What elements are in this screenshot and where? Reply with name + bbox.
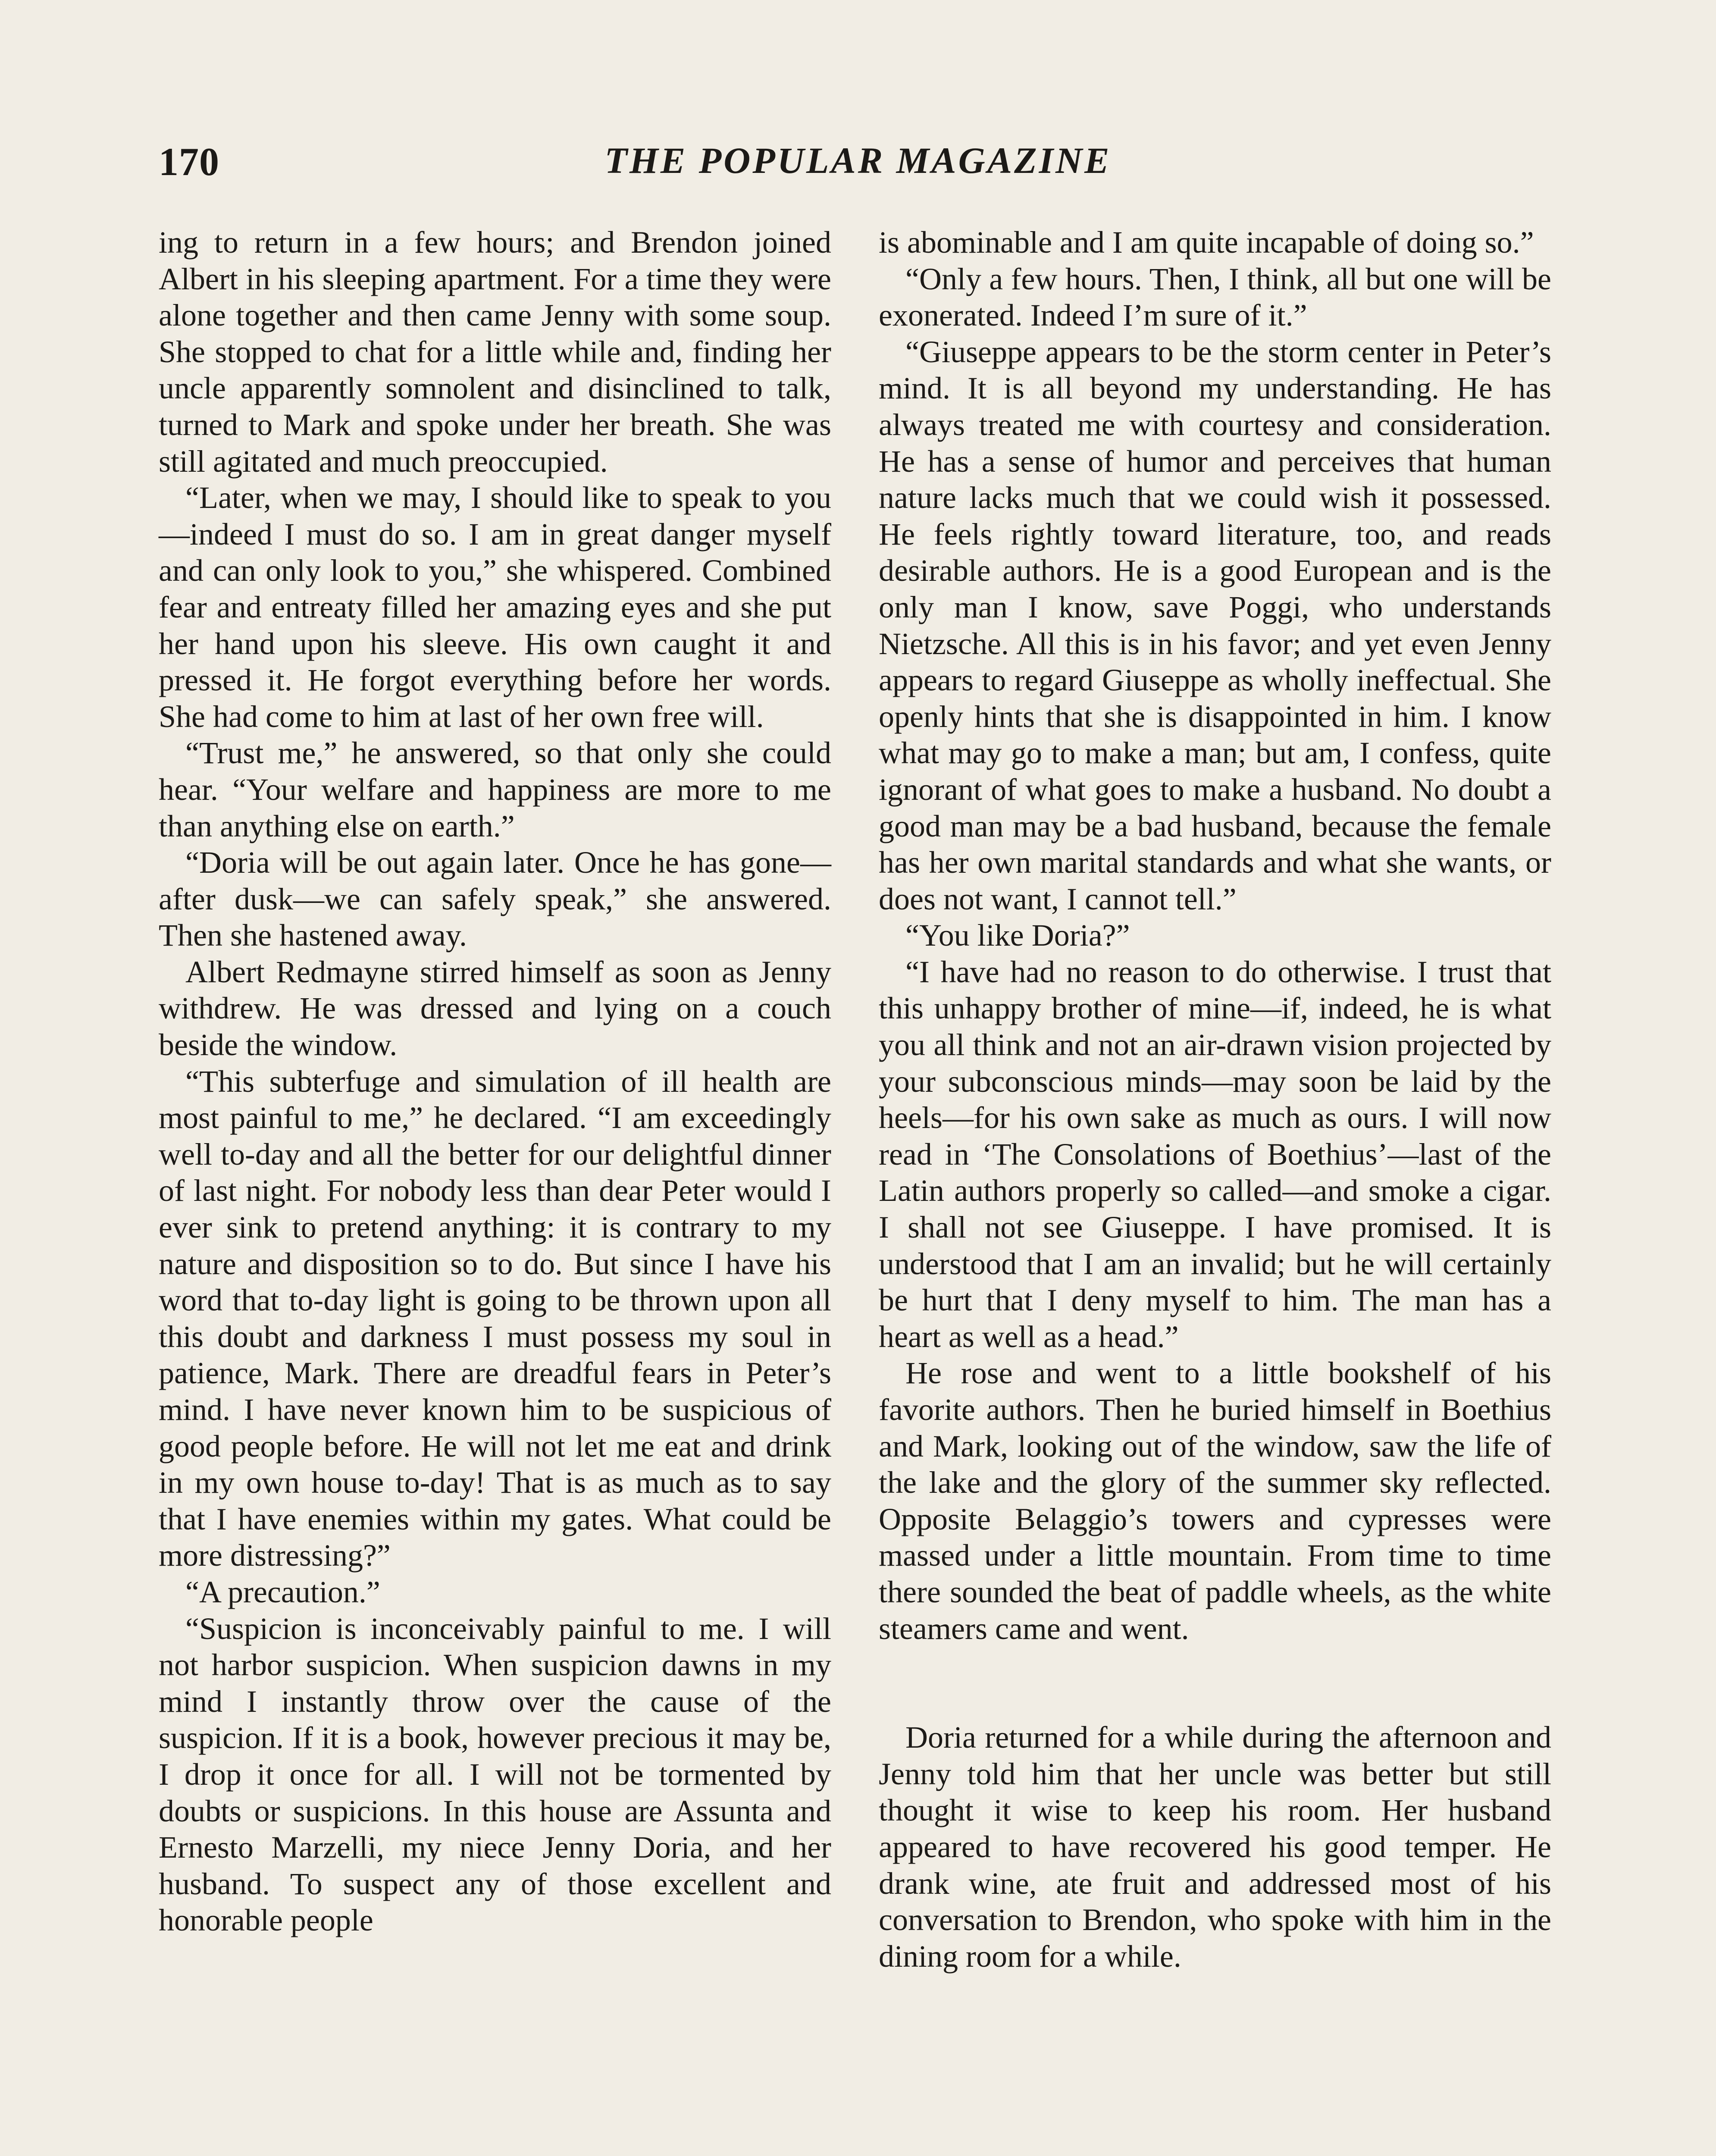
paragraph: “Suspicion is inconceivably painful to me. I will not harbor suspicion. When suspicion dawns in my mind I instantly throw over the cause of the suspicion. If it is a book, however precious it may be, I drop it once for all. I will not be tormented by doubts or suspicions. In this house are Assunta and Ernesto Marzelli, my niece Jenny Doria, and her husband. To suspect any of those excellent and honorable people	[159, 1611, 831, 1938]
paragraph: “This subterfuge and simulation of ill health are most painful to me,” he declared. “I am exceedingly well to-day and all the better for our delightful dinner of last night. For nobody less than dear Peter would I ever sink to pretend anything: it is contrary to my nature and disposition so to do. But since I have his word that to-day light is going to be thrown upon all this doubt and darkness I must possess my soul in patience, Mark. There are dreadful fears in Peter’s mind. I have never known him to be suspicious of good people before. He will not let me eat and drink in my own house to-day! That is as much as to say that I have enemies within my gates. What could be more distressing?”	[159, 1064, 831, 1573]
paragraph: “Doria will be out again later. Once he has gone—after dusk—we can safely speak,” she answered. Then she hastened away.	[159, 845, 831, 953]
paragraph: “Trust me,” he answered, so that only she could hear. “Your welfare and happiness are more to me than anything else on earth.”	[159, 736, 831, 843]
paragraph: “Giuseppe appears to be the storm center in Peter’s mind. It is all beyond my understanding. He has always treated me with courtesy and consideration. He has a sense of humor and perceives that human nature lacks much that we could wish it possessed. He feels rightly toward literature, too, and reads desirable authors. He is a good European and is the only man I know, save Poggi, who understands Nietzsche. All this is in his favor; and yet even Jenny appears to regard Giuseppe as wholly ineffectual. She openly hints that she is disappointed in him. I know what may go to make a man; but am, I confess, quite ignorant of what goes to make a husband. No doubt a good man may be a bad husband, because the female has her own marital standards and what she wants, or does not want, I cannot tell.”	[879, 334, 1551, 916]
paragraph: is abominable and I am quite incapable of doing so.”	[879, 225, 1534, 260]
paragraph: “I have had no reason to do otherwise. I trust that this unhappy brother of mine—if, indeed, he is what you all think and not an air-drawn vision projected by your subconscious minds—may soon be laid by the heels—for his own sake as much as ours. I will now read in ‘The Consolations of Boethius’—last of the Latin authors properly so called—and smoke a cigar. I shall not see Giuseppe. I have promised. It is understood that I am an invalid; but he will certainly be hurt that I deny myself to him. The man has a heart as well as a head.”	[879, 954, 1551, 1354]
paragraph: ing to return in a few hours; and Brendon joined Albert in his sleeping apartment. For a time they were alone together and then came Jenny with some soup. She stopped to chat for a little while and, finding her uncle apparently somnolent and disinclined to talk, turned to Mark and spoke under her breath. She was still agitated and much preoccupied.	[159, 225, 831, 479]
right-column	[879, 224, 1551, 1974]
paragraph: “Only a few hours. Then, I think, all but one will be exonerated. Indeed I’m sure of it.”	[879, 261, 1551, 333]
paragraph: “A precaution.”	[185, 1574, 380, 1609]
paragraph: Albert Redmayne stirred himself as soon as Jenny withdrew. He was dressed and lying on a couch beside the window.	[159, 954, 831, 1062]
running-head: THE POPULAR MAGAZINE	[604, 140, 1112, 181]
paragraph: “Later, when we may, I should like to speak to you—indeed I must do so. I am in great danger myself and can only look to you,” she whispered. Combined fear and entreaty filled her amazing eyes and she put her hand upon his sleeve. His own caught it and pressed it. He forgot everything before her words. She had come to him at last of her own free will.	[159, 480, 831, 734]
paragraph: “You like Doria?”	[905, 918, 1130, 953]
page-number: 170	[159, 140, 219, 184]
paragraph: Doria returned for a while during the afternoon and Jenny told him that her uncle was better but still thought it wise to keep his room. Her husband appeared to have recovered his good temper. He drank wine, ate fruit and addressed most of his conversation to Brendon, who spoke with him in the dining room for a while.	[879, 1720, 1551, 1974]
left-column	[159, 224, 831, 1939]
paragraph: He rose and went to a little bookshelf of his favorite authors. Then he buried himself in Boethius and Mark, looking out of the window, saw the life of the lake and the glory of the summer sky reflected. Opposite Belaggio’s towers and cypresses were massed under a little mountain. From time to time there sounded the beat of paddle wheels, as the white steamers came and went.	[879, 1356, 1551, 1646]
